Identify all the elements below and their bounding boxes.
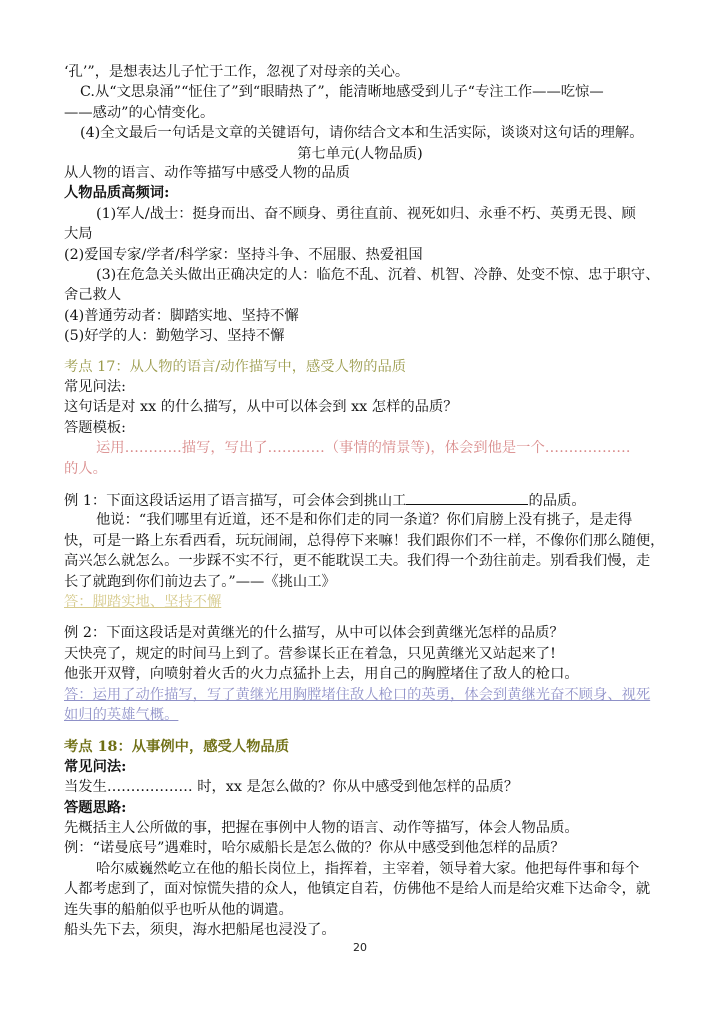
text-line: (1)军人/战士：挺身而出、奋不顾身、勇往直前、视死如归、永垂不朽、英勇无畏、顾 — [96, 206, 636, 222]
text-line: (5)好学的人：勤勉学习、坚持不懈 — [64, 328, 285, 344]
section-heading: 人物品质高频词: — [64, 185, 170, 201]
text-line: 人都考虑到了，面对惊慌失措的众人，他镇定自若，仿佛他不是给人而是给灾难下达命令，就 — [64, 881, 651, 897]
example-2-answer: 如归的英雄气概。 — [64, 707, 179, 723]
text-line: (4)普通劳动者：脚踏实地、坚持不懈 — [64, 308, 299, 324]
example-1-question: 例 1：下面这段话运用了语言描写，可会体会到挑山工 的品质。 — [64, 490, 586, 511]
section-heading: 常见问法: — [64, 759, 127, 775]
kaodian-18-heading: 考点 18：从事例中，感受人物品质 — [64, 739, 290, 755]
answer-template: 的人。 — [64, 461, 107, 477]
text-line: 天快亮了，规定的时间马上到了。营参谋长正在着急，只见黄继光又站起来了! — [64, 646, 556, 662]
text-line: 长了就跑到你们前边去了。”——《挑山工》 — [64, 574, 336, 590]
text-line: 高兴怎么就怎么。一步踩不实不行，更不能耽误工夫。我们得一个劲往前走。别看我们慢，走 — [64, 553, 651, 569]
text-line: 先概括主人公所做的事，把握在事例中人物的语言、动作等描写，体会人物品质。 — [64, 820, 579, 836]
unit-title: 第七单元(人物品质) — [297, 146, 423, 162]
text-line: 他张开双臂，向喷射着火舌的火力点猛扑上去，用自己的胸膛堵住了敌人的枪口。 — [64, 666, 579, 682]
example-2-answer: 答：运用了动作描写，写了黄继光用胸膛堵住敌人枪口的英勇，体会到黄继光奋不顾身、视死 — [64, 687, 651, 703]
text-line: 从人物的语言、动作等描写中感受人物的品质 — [64, 165, 350, 181]
answer-template: 运用…………描写，写出了…………（事情的情景等)，体会到他是一个……………… — [96, 440, 631, 456]
text-line: 他说：“我们哪里有近道，还不是和你们走的同一条道？你们肩膀上没有挑子，是走得 — [96, 512, 633, 528]
text-line: 常见问法: — [64, 379, 127, 395]
text-line: 快，可是一路上东看西看，玩玩闹闹，总得停下来嘛！我们跟你们不一样，不像你们那么随便， — [64, 533, 665, 549]
text-line: 连失事的船舶似乎也听从他的调遣。 — [64, 902, 293, 918]
text-line: 舍己救人 — [64, 287, 122, 303]
text-line: (2)爱国专家/学者/科学家：坚持斗争、不屈服、热爱祖国 — [64, 247, 423, 263]
text-line: ——感动”的心情变化。 — [64, 105, 215, 121]
example-1-answer: 答：脚踏实地、坚持不懈 — [64, 594, 222, 610]
example-2-question: 例 2：下面这段话是对黄继光的什么描写，从中可以体会到黄继光怎样的品质？ — [64, 625, 564, 641]
text-line: C.从“文思泉涌”“怔住了”到“眼睛热了”，能清晰地感受到儿子“专注工作——吃惊— — [80, 84, 604, 100]
example-question: 例：“诺曼底号”遇难时，哈尔威船长是怎么做的？你从中感受到他怎样的品质？ — [64, 840, 565, 856]
section-heading: 答题思路: — [64, 800, 127, 816]
kaodian-17-heading: 考点 17：从人物的语言/动作描写中，感受人物的品质 — [64, 359, 407, 375]
text-line: 当发生……………… 时，xx 是怎么做的？你从中感受到他怎样的品质？ — [64, 779, 519, 795]
text-line: ‘孔’”，是想表达儿子忙于工作，忽视了对母亲的关心。 — [64, 64, 410, 80]
text-line: 这句话是对 xx 的什么描写，从中可以体会到 xx 怎样的品质？ — [64, 399, 458, 415]
page-number: 20 — [353, 941, 367, 954]
text-line: 答题模板: — [64, 420, 127, 436]
text-line: 船头先下去，须臾，海水把船尾也浸没了。 — [64, 922, 336, 938]
text-line: 大局 — [64, 226, 93, 242]
text-line: 哈尔威巍然屹立在他的船长岗位上，指挥着，主宰着，领导着大家。他把每件事和每个 — [96, 861, 640, 877]
text-line: (3)在危急关头做出正确决定的人：临危不乱、沉着、机智、冷静、处变不惊、忠于职守、 — [96, 267, 660, 283]
answer-blank — [406, 490, 528, 505]
text-line: (4)全文最后一句话是文章的关键语句，请你结合文本和生活实际，谈谈对这句话的理解。 — [80, 125, 644, 141]
